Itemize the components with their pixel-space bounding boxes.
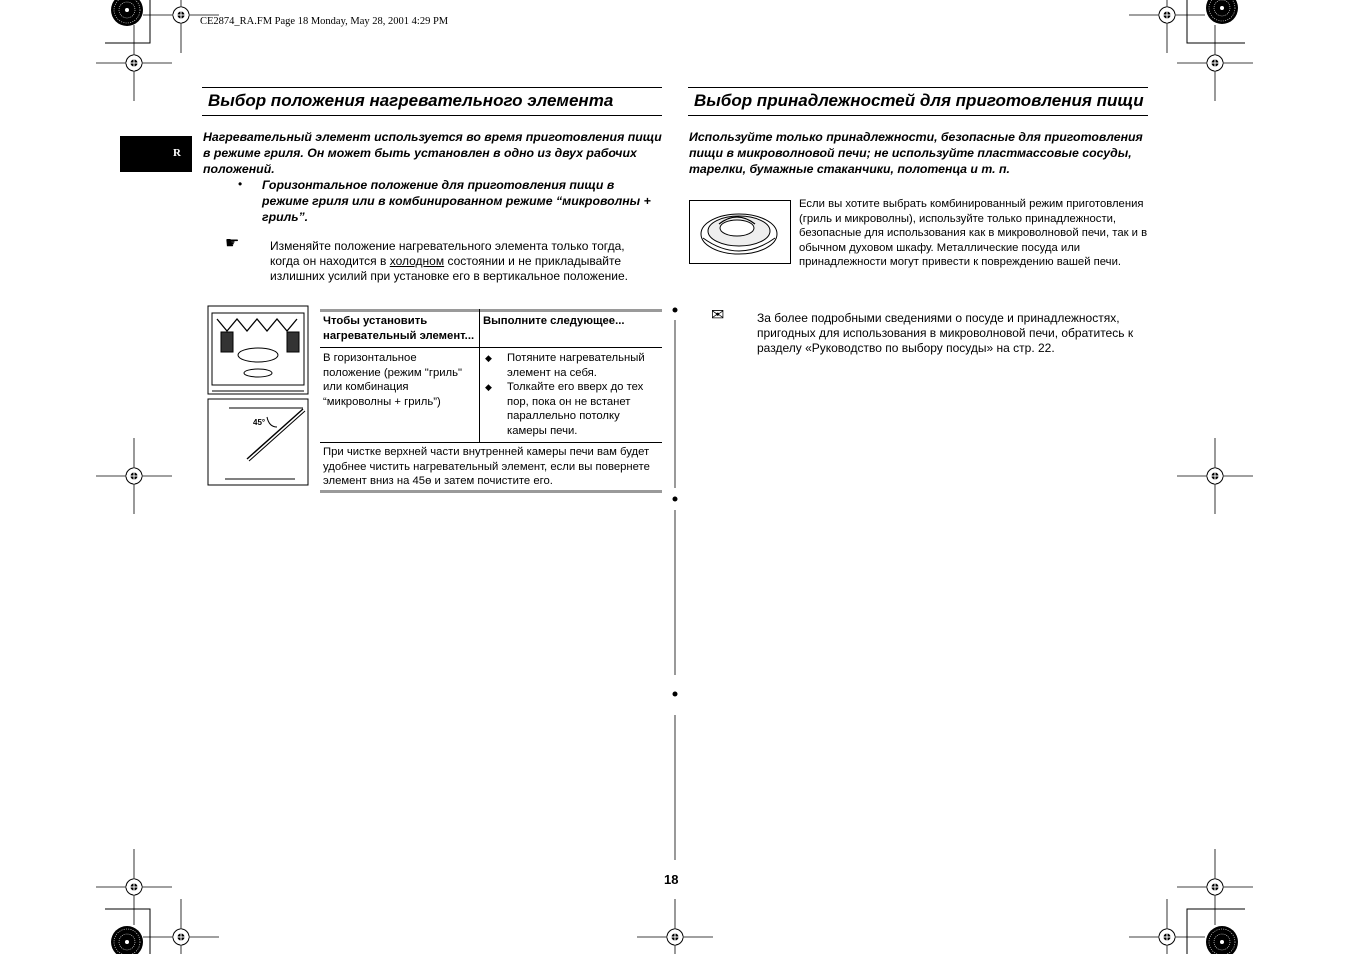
file-info-header: CE2874_RA.FM Page 18 Monday, May 28, 2001 4:29 PM: [200, 16, 449, 27]
cookware-dish-illustration: [689, 200, 791, 264]
left-section-title: Выбор положения нагревательного элемента: [202, 87, 662, 116]
oven-front-diagram: [208, 306, 308, 394]
table-bottom-rule: [320, 490, 662, 493]
table-header-set: Чтобы установить нагревательный элемент...: [320, 309, 480, 348]
table-footer-cleaning: При чистке верхней части внутренней камеры печи вам будет удобнее чистить нагревательный элемент, если вы повернете элемент вниз на 45ө и затем почистите его.: [323, 446, 650, 487]
bullet-mark: •: [238, 177, 243, 191]
heater-position-table: [320, 309, 662, 492]
step-2: ◆ Толкайте его вверх до тех пор, пока он не встанет параллельно потолку камеры печи.: [485, 381, 644, 437]
horizontal-position-bullet: Горизонтальное положение для приготовления пищи в режиме гриля или в комбинированном режиме “микроволны + гриль”.: [262, 178, 651, 224]
envelope-note-icon: ✉: [711, 307, 725, 324]
page-number: 18: [664, 872, 679, 887]
step-1: ◆ Потяните нагревательный элемент на себя.: [485, 352, 645, 379]
oven-heater-diagrams: [207, 305, 310, 487]
table-cell-condition: В горизонтальное положение (режим "гриль" или комбинация “микроволны + гриль”): [320, 348, 480, 443]
language-tab: R: [120, 136, 192, 172]
combination-mode-text: Если вы хотите выбрать комбинированный режим приготовления (гриль и микроволны), используйте только принадлежности, безопасные для использования как в микроволновой печи, так и в обычном духовом шкафу. Металлические посуда или принадлежности могут привести к повреждению вашей печи.: [799, 198, 1148, 268]
diamond-bullet-icon: ◆: [485, 382, 492, 392]
heater-angle-diagram: [208, 399, 308, 485]
left-note: Изменяйте положение нагревательного элемента только тогда, когда он находится в холодном состоянии и не прикладывайте излишних усилий при установке его в вертикальное положение.: [270, 239, 628, 283]
table-cell-steps: [480, 348, 663, 443]
pointing-hand-icon: ☛: [225, 235, 240, 252]
right-section-title: Выбор принадлежностей для приготовления пищи: [688, 87, 1148, 116]
angle-label: 45°: [253, 418, 266, 427]
right-intro: Используйте только принадлежности, безопасные для приготовления пищи в микроволновой печи; не используйте пластмассовые сосуды, тарелки, бумажные стаканчики, полотенца и т. п.: [689, 130, 1143, 176]
cookware-reference-note: За более подробными сведениями о посуде и принадлежностях, пригодных для использования в микроволновой печи, обратитесь к разделу «Руководство по выбору посуды» на стр. 22.: [757, 311, 1134, 355]
left-intro: Нагревательный элемент используется во время приготовления пищи в режиме гриля. Он может быть установлен в одно из двух рабочих положений.: [203, 130, 662, 176]
diamond-bullet-icon: ◆: [485, 353, 492, 363]
table-header-do: Выполните следующее...: [480, 309, 663, 348]
